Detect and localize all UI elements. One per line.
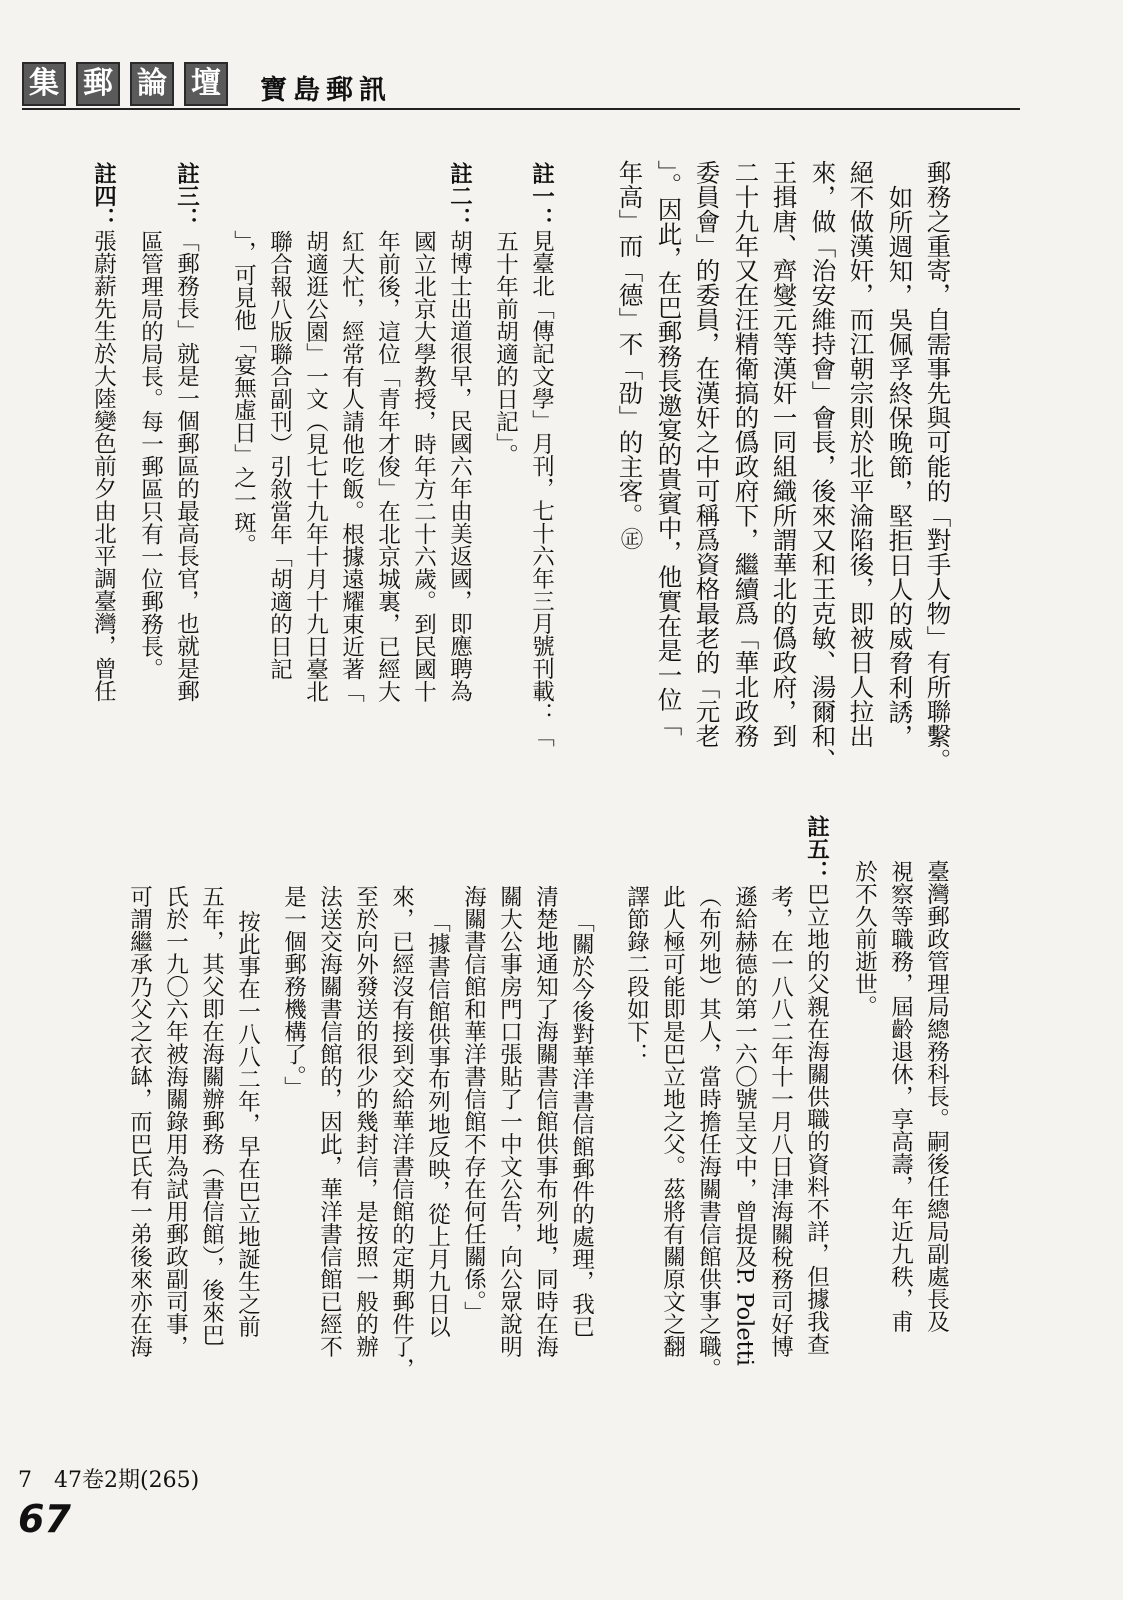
body-line: 王揖唐、齊燮元等漢奸一同組織所謂華北的僞政府，到	[769, 160, 799, 748]
note-line: 」，可見他「宴無虛日」之一斑。	[230, 230, 257, 557]
magazine-title: 寶島郵訊	[260, 75, 392, 106]
quote-line: 按此事在一八八二年，早在巴立地誕生之前	[234, 910, 261, 1338]
note-line: 見臺北「傳記文學」月刊，七十六年三月號刊載：「	[528, 229, 555, 747]
page-number: 67	[18, 1497, 71, 1541]
body-line: 來，做「治安維持會」會長，後來又和王克敏、湯爾和、	[808, 160, 838, 773]
note-line: 遜給赫德的第一六〇號呈文中，曾提及P. Poletti	[731, 885, 758, 1366]
note-line: 巴立地的父親在海關供職的資料不詳，但據我查	[803, 882, 830, 1355]
note-line: 區管理局的局長。每一郵區只有一位郵務長。	[137, 230, 164, 680]
section-tab-char: 郵	[83, 66, 113, 101]
note-5	[805, 815, 828, 1355]
body-line: 」。因此，在巴郵務長邀宴的貴賓中，他實在是一位「	[654, 160, 684, 736]
note-label: 註四：	[90, 162, 117, 230]
note-2	[448, 162, 471, 702]
page-header	[22, 62, 1020, 118]
quote-line: 關大公事房門口張貼了一中文公告，向公眾說明	[496, 885, 523, 1358]
note-line: 譯節錄二段如下：	[623, 885, 650, 1065]
note-line: 胡博士出道很早，民國六年由美返國，即應聘為	[446, 229, 473, 702]
quote-line: 五年，其父即在海關辦郵務（書信館），後來巴	[198, 885, 225, 1347]
note-line: 紅大忙，經常有人請他吃飯。根據遠耀東近著「	[338, 230, 365, 703]
note-line: 張蔚薪先生於大陸變色前夕由北平調臺灣，曾任	[90, 229, 117, 702]
note-3	[175, 162, 198, 702]
section-tab-char: 論	[137, 66, 167, 101]
section-tab-4	[184, 62, 228, 106]
quote-line: 清楚地通知了海關書信館供事布列地，同時在海	[532, 885, 559, 1358]
quote-line: 氏於一九〇六年被海關錄用為試用郵政副司事，	[162, 885, 189, 1358]
note-label: 註三：	[173, 162, 200, 230]
section-tab-char: 集	[29, 66, 59, 101]
note-4-continuation-line: 於不久前逝世。	[851, 860, 878, 1018]
body-line: 郵務之重寄，自需事先與可能的「對手人物」有所聯繫。	[923, 160, 953, 773]
note-line: 聯合報八版聯合副刊）引敘當年「胡適的日記	[266, 230, 293, 680]
note-4	[92, 162, 115, 702]
body-line: 二十九年又在汪精衛搞的僞政府下，繼續爲「華北政務	[731, 160, 761, 748]
body-line: 如所週知，吳佩孚終保晚節，堅拒日人的威脅利誘，	[885, 185, 915, 749]
issue-info: 7 47卷2期(265)	[18, 1468, 200, 1493]
quote-line: 至於向外發送的很少的幾封信，是按照一般的辦	[352, 885, 379, 1358]
section-tab-3	[130, 62, 174, 106]
body-line: 絕不做漢奸，而江朝宗則於北平淪陷後，即被日人拉出	[846, 160, 876, 748]
section-tab-1	[22, 62, 66, 106]
section-tab-char: 壇	[191, 66, 221, 101]
section-tab-2	[76, 62, 120, 106]
body-line	[615, 160, 645, 550]
note-4-continuation-line: 視察等職務，屆齡退休，享高壽，年近九秩，甫	[887, 860, 914, 1333]
quote-line: 海關書信館和華洋書信館不存在何任關係。」	[460, 885, 487, 1324]
note-label: 註五：	[803, 815, 830, 883]
quote-line: 可謂繼承乃父之衣缽，而巴氏有一弟後來亦在海	[126, 885, 153, 1358]
end-mark-icon: ㊣	[617, 527, 643, 550]
quote-line: 法送交海關書信館的，因此，華洋書信館已經不	[316, 885, 343, 1358]
quote-line: 是一個郵務機構了。」	[280, 885, 307, 1099]
note-label: 註二：	[446, 162, 473, 230]
note-label: 註一：	[528, 162, 555, 230]
note-4-continuation-line: 臺灣郵政管理局總務科長。嗣後任總局副處長及	[923, 860, 950, 1333]
body-line: 委員會」的委員，在漢奸之中可稱爲資格最老的「元老	[692, 160, 722, 748]
note-line: 此人極可能即是巴立地之父。茲將有關原文之翻	[659, 885, 686, 1358]
note-line: 年前後，這位「青年才俊」在北京城裏，已經大	[374, 230, 401, 703]
note-line: 五十年前胡適的日記」。	[492, 230, 519, 467]
header-rule	[22, 108, 1020, 110]
body-line-text: 年高」而「德」不「劭」的主客。	[615, 160, 645, 528]
quote-line: 來，已經沒有接到交給華洋書信館的定期郵件了，	[388, 885, 415, 1380]
note-1	[530, 162, 553, 747]
quote-line: 「關於今後對華洋書信館郵件的處理，我已	[568, 910, 595, 1338]
note-line: 考，在一八八二年十一月八日津海關稅務司好博	[767, 885, 794, 1358]
note-line: （布列地）其人，當時擔任海關書信館供事之職。	[695, 885, 722, 1380]
quote-line: 「據書信館供事布列地反映，從上月九日以	[424, 910, 451, 1338]
note-line: 國立北京大學教授，時年方二十六歲。到民國十	[410, 230, 437, 703]
note-line: 「郵務長」就是一個郵區的最高長官，也就是郵	[173, 229, 200, 702]
note-line: 胡適逛公園」一文（見七十九年十月十九日臺北	[302, 230, 329, 703]
